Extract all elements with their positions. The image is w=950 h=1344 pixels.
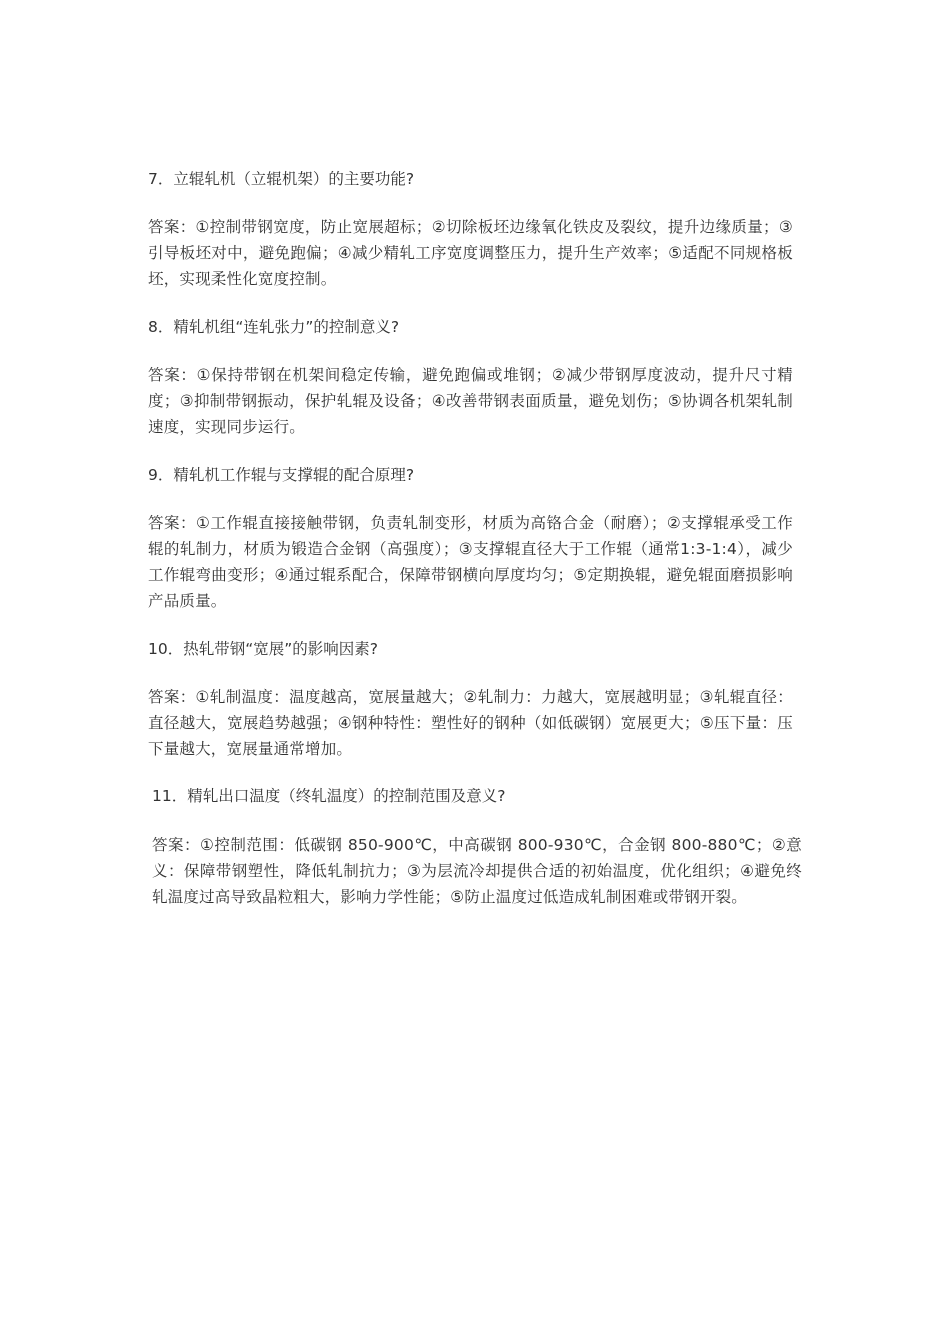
answer-10: 答案：①轧制温度：温度越高，宽展量越大；②轧制力：力越大，宽展越明显；③轧辊直径：直径越大，宽展趋势越强；④钢种特性：塑性好的钢种（如低碳钢）宽展更大；⑤压下量：压下量越大，宽展量通常增加。 <box>148 688 793 758</box>
question-10: 10．热轧带钢“宽展”的影响因素? <box>148 640 379 658</box>
answer-7: 答案：①控制带钢宽度，防止宽展超标；②切除板坯边缘氧化铁皮及裂纹，提升边缘质量；③引导板坯对中，避免跑偏；④减少精轧工序宽度调整压力，提升生产效率；⑤适配不同规格板坯，实现柔性化宽度控制。 <box>148 218 793 288</box>
answer-8: 答案：①保持带钢在机架间稳定传输，避免跑偏或堆钢；②减少带钢厚度波动，提升尺寸精度；③抑制带钢振动，保护轧辊及设备；④改善带钢表面质量，避免划伤；⑤协调各机架轧制速度，实现同步运行。 <box>148 366 793 436</box>
question-8: 8．精轧机组“连轧张力”的控制意义? <box>148 318 400 336</box>
question-9: 9．精轧机工作辊与支撑辊的配合原理? <box>148 466 415 484</box>
question-11: 11．精轧出口温度（终轧温度）的控制范围及意义? <box>152 787 506 805</box>
answer-9: 答案：①工作辊直接接触带钢，负责轧制变形，材质为高铬合金（耐磨）；②支撑辊承受工作辊的轧制力，材质为锻造合金钢（高强度）；③支撑辊直径大于工作辊（通常1:3-1:4），减少工作辊弯曲变形；④通过辊系配合，保障带钢横向厚度均匀；⑤定期换辊，避免辊面磨损影响产品质量。 <box>148 514 793 610</box>
question-7: 7．立辊轧机（立辊机架）的主要功能? <box>148 170 415 188</box>
answer-11: 答案：①控制范围：低碳钢 850-900℃，中高碳钢 800-930℃，合金钢 800-880℃；②意义：保障带钢塑性，降低轧制抗力；③为层流冷却提供合适的初始温度，优化组织；④避免终轧温度过高导致晶粒粗大，影响力学性能；⑤防止温度过低造成轧制困难或带钢开裂。 <box>152 836 802 906</box>
